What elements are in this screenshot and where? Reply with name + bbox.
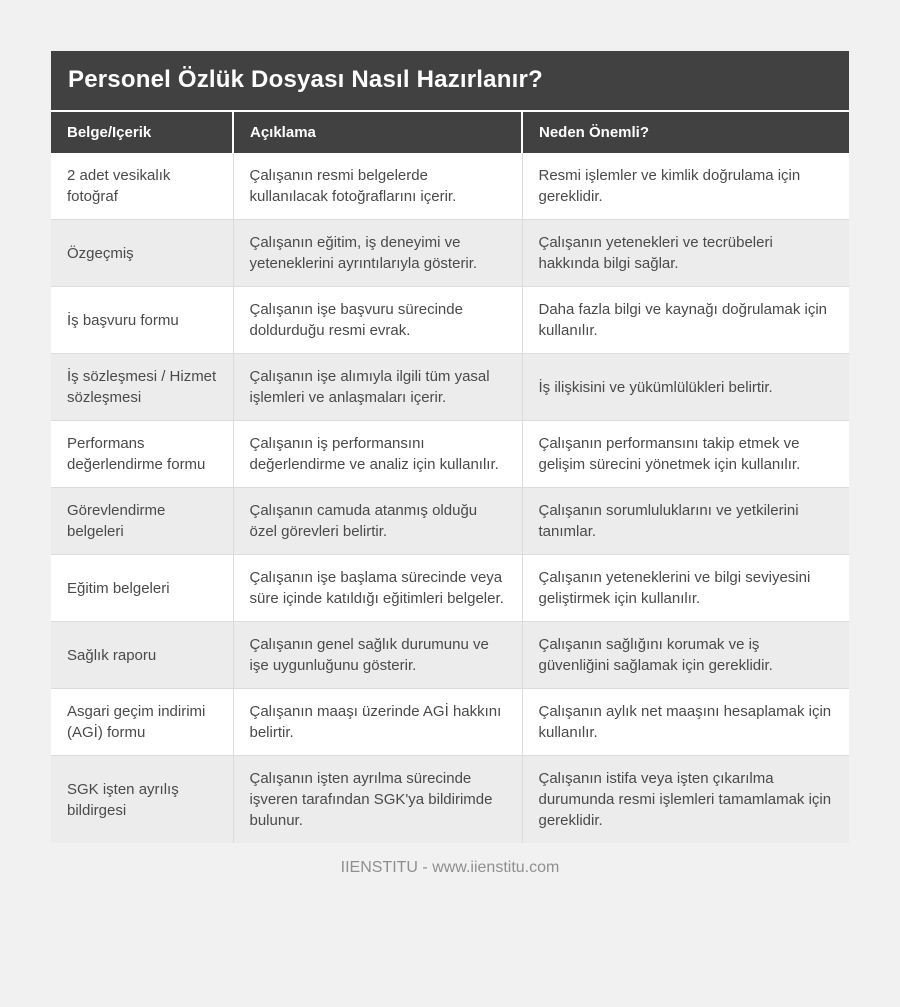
cell-aciklama: Çalışanın resmi belgelerde kullanılacak fotoğraflarını içerir. <box>233 153 522 220</box>
cell-belge: İş sözleşmesi / Hizmet sözleşmesi <box>51 354 233 421</box>
table-row <box>51 153 849 220</box>
footer-text: IIENSTITU - www.iienstitu.com <box>340 859 560 876</box>
cell-aciklama: Çalışanın iş performansını değerlendirme ve analiz için kullanılır. <box>233 421 522 488</box>
personnel-file-table <box>51 110 849 843</box>
table-body <box>51 153 849 843</box>
cell-aciklama: Çalışanın işe alımıyla ilgili tüm yasal işlemleri ve anlaşmaları içerir. <box>233 354 522 421</box>
column-header-neden: Neden Önemli? <box>522 111 849 153</box>
cell-neden: İş ilişkisini ve yükümlülükleri belirtir. <box>522 354 849 421</box>
table-header <box>51 111 849 153</box>
cell-aciklama: Çalışanın genel sağlık durumunu ve işe uygunluğunu gösterir. <box>233 622 522 689</box>
document-card <box>51 51 849 843</box>
cell-neden: Çalışanın sorumluluklarını ve yetkilerini tanımlar. <box>522 488 849 555</box>
cell-belge: İş başvuru formu <box>51 287 233 354</box>
cell-neden: Çalışanın aylık net maaşını hesaplamak için kullanılır. <box>522 689 849 756</box>
cell-neden: Çalışanın istifa veya işten çıkarılma durumunda resmi işlemleri tamamlamak için gereklidir. <box>522 756 849 844</box>
page-title: Personel Özlük Dosyası Nasıl Hazırlanır? <box>51 51 849 110</box>
cell-aciklama: Çalışanın eğitim, iş deneyimi ve yeteneklerini ayrıntılarıyla gösterir. <box>233 220 522 287</box>
table-row <box>51 756 849 844</box>
cell-aciklama: Çalışanın maaşı üzerinde AGİ hakkını belirtir. <box>233 689 522 756</box>
table-row <box>51 488 849 555</box>
table-row <box>51 689 849 756</box>
table-row <box>51 555 849 622</box>
cell-aciklama: Çalışanın camuda atanmış olduğu özel görevleri belirtir. <box>233 488 522 555</box>
cell-neden: Çalışanın performansını takip etmek ve gelişim sürecini yönetmek için kullanılır. <box>522 421 849 488</box>
header-row <box>51 111 849 153</box>
cell-belge: Özgeçmiş <box>51 220 233 287</box>
cell-belge: SGK işten ayrılış bildirgesi <box>51 756 233 844</box>
table-row <box>51 287 849 354</box>
cell-belge: Performans değerlendirme formu <box>51 421 233 488</box>
cell-belge: Asgari geçim indirimi (AGİ) formu <box>51 689 233 756</box>
column-header-aciklama: Açıklama <box>233 111 522 153</box>
cell-aciklama: Çalışanın işe başlama sürecinde veya süre içinde katıldığı eğitimleri belgeler. <box>233 555 522 622</box>
cell-belge: Görevlendirme belgeleri <box>51 488 233 555</box>
table-row <box>51 421 849 488</box>
cell-neden: Çalışanın sağlığını korumak ve iş güvenliğini sağlamak için gereklidir. <box>522 622 849 689</box>
cell-aciklama: Çalışanın işten ayrılma sürecinde işveren tarafından SGK'ya bildirimde bulunur. <box>233 756 522 844</box>
cell-neden: Çalışanın yeteneklerini ve bilgi seviyesini geliştirmek için kullanılır. <box>522 555 849 622</box>
table-row <box>51 220 849 287</box>
table-row <box>51 354 849 421</box>
column-header-belge: Belge/Içerik <box>51 111 233 153</box>
cell-neden: Daha fazla bilgi ve kaynağı doğrulamak için kullanılır. <box>522 287 849 354</box>
table-row <box>51 622 849 689</box>
cell-neden: Çalışanın yetenekleri ve tecrübeleri hakkında bilgi sağlar. <box>522 220 849 287</box>
cell-belge: 2 adet vesikalık fotoğraf <box>51 153 233 220</box>
cell-belge: Eğitim belgeleri <box>51 555 233 622</box>
cell-belge: Sağlık raporu <box>51 622 233 689</box>
cell-aciklama: Çalışanın işe başvuru sürecinde doldurduğu resmi evrak. <box>233 287 522 354</box>
cell-neden: Resmi işlemler ve kimlik doğrulama için gereklidir. <box>522 153 849 220</box>
